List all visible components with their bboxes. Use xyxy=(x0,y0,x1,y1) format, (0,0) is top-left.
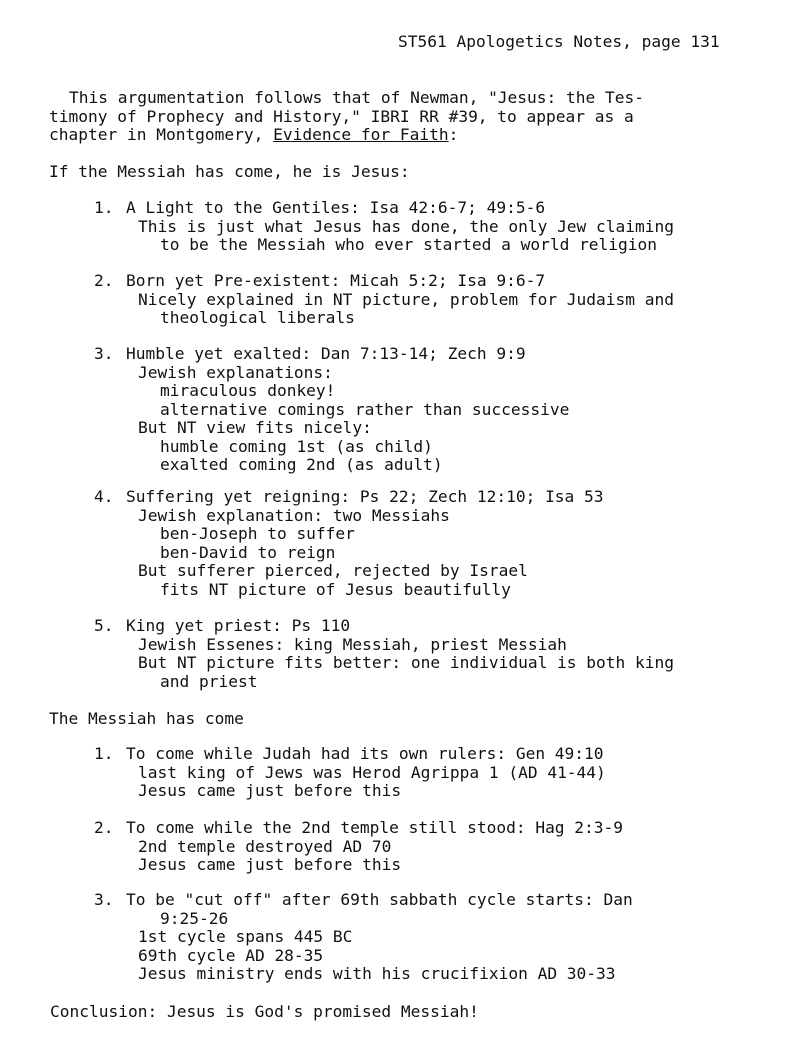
item-title-text: King yet priest: Ps 110 xyxy=(126,616,351,635)
item-line: Jewish Essenes: king Messiah, priest Messiah xyxy=(138,634,567,654)
item-line: fits NT picture of Jesus beautifully xyxy=(160,579,511,599)
intro-line: This argumentation follows that of Newman, "Jesus: the Tes- xyxy=(69,88,644,107)
item-number: 4. xyxy=(94,487,114,506)
item-line: 69th cycle AD 28-35 xyxy=(138,945,324,965)
item-number: 5. xyxy=(94,616,114,635)
item-number: 1. xyxy=(94,744,114,763)
section-messiah-has-come xyxy=(49,710,769,729)
section-heading: The Messiah has come xyxy=(49,709,244,728)
item-line: Jesus came just before this xyxy=(138,855,402,874)
item-title xyxy=(94,745,794,764)
section-jesus-is-messiah xyxy=(49,163,769,182)
list-item xyxy=(94,488,794,599)
item-line: miraculous donkey! xyxy=(160,381,336,400)
conclusion-text: Conclusion: Jesus is God's promised Messiah! xyxy=(50,1002,479,1021)
item-line: 2nd temple destroyed AD 70 xyxy=(138,836,392,856)
item-title-text: To come while Judah had its own rulers: Gen 49:10 xyxy=(126,744,604,763)
item-line: humble coming 1st (as child) xyxy=(160,436,433,456)
list-item xyxy=(94,745,794,801)
item-line: ben-Joseph to suffer xyxy=(160,524,355,543)
item-line: Jesus ministry ends with his crucifixion AD 30-33 xyxy=(138,964,616,983)
list-item xyxy=(94,345,794,475)
page-header: ST561 Apologetics Notes, page 131 xyxy=(398,32,720,51)
list-item xyxy=(94,272,794,328)
item-number: 3. xyxy=(94,344,114,363)
item-line: to be the Messiah who ever started a world religion xyxy=(160,235,658,254)
item-line: Jewish explanation: two Messiahs xyxy=(138,505,450,525)
list-item xyxy=(94,199,794,255)
item-title xyxy=(94,891,794,910)
item-number: 3. xyxy=(94,890,114,909)
item-title-text: Suffering yet reigning: Ps 22; Zech 12:10; Isa 53 xyxy=(126,487,604,506)
item-title-text: To be "cut off" after 69th sabbath cycle starts: Dan xyxy=(126,890,633,909)
intro-text: : xyxy=(448,125,459,144)
item-line: ben-David to reign xyxy=(160,542,336,562)
item-number: 1. xyxy=(94,198,114,217)
item-number: 2. xyxy=(94,271,114,290)
item-title xyxy=(94,345,794,364)
item-title xyxy=(94,199,794,218)
list-item xyxy=(94,617,794,691)
item-line: This is just what Jesus has done, the only Jew claiming xyxy=(138,216,675,236)
item-line: last king of Jews was Herod Agrippa 1 (AD 41-44) xyxy=(138,762,606,782)
item-line: Jesus came just before this xyxy=(138,781,402,800)
item-number: 2. xyxy=(94,818,114,837)
list-item xyxy=(94,819,794,875)
item-line: 1st cycle spans 445 BC xyxy=(138,927,353,946)
intro-text: chapter in Montgomery, xyxy=(49,125,274,144)
item-line: theological liberals xyxy=(160,308,355,327)
item-title-text: Humble yet exalted: Dan 7:13-14; Zech 9:9 xyxy=(126,344,526,363)
intro-line xyxy=(49,126,749,145)
section-heading: If the Messiah has come, he is Jesus: xyxy=(49,162,410,181)
item-line: But sufferer pierced, rejected by Israel xyxy=(138,561,528,580)
intro-line: timony of Prophecy and History," IBRI RR #39, to appear as a xyxy=(49,106,634,126)
item-line: and priest xyxy=(160,671,258,691)
item-line: alternative comings rather than successive xyxy=(160,399,570,419)
item-title xyxy=(94,272,794,291)
item-line: 9:25-26 xyxy=(160,908,229,928)
item-title xyxy=(94,488,794,507)
item-line: Jewish explanations: xyxy=(138,362,333,382)
item-title-text: Born yet Pre-existent: Micah 5:2; Isa 9:6-7 xyxy=(126,271,546,290)
item-title-text: To come while the 2nd temple still stood: Hag 2:3-9 xyxy=(126,818,624,837)
item-line: Nicely explained in NT picture, problem for Judaism and xyxy=(138,289,675,309)
item-title xyxy=(94,617,794,636)
item-line: But NT view fits nicely: xyxy=(138,418,372,437)
item-title xyxy=(94,819,794,838)
item-line: exalted coming 2nd (as adult) xyxy=(160,455,443,474)
list-item xyxy=(94,891,794,984)
item-line: But NT picture fits better: one individual is both king xyxy=(138,653,675,672)
item-title-text: A Light to the Gentiles: Isa 42:6-7; 49:5-6 xyxy=(126,198,546,217)
conclusion xyxy=(50,1003,770,1022)
book-title: Evidence for Faith xyxy=(273,125,449,144)
intro-paragraph xyxy=(49,89,749,145)
